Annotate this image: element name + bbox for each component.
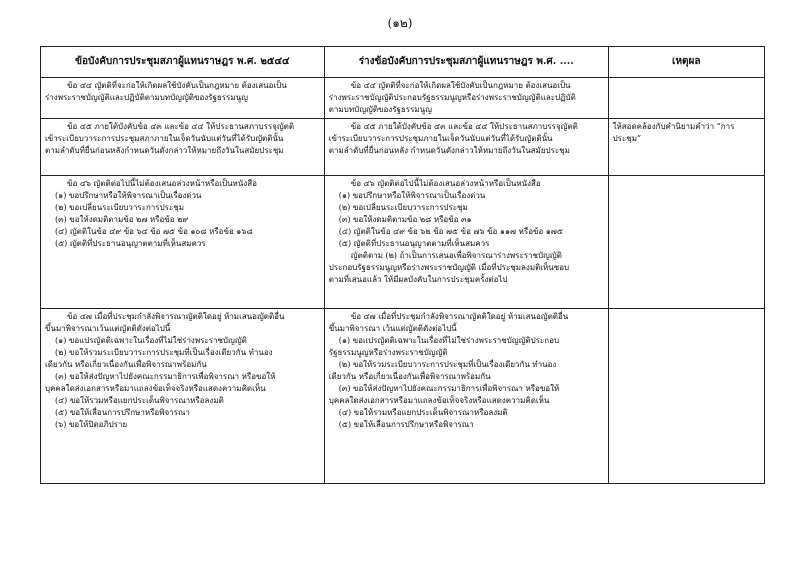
cell-text-line: (๕) ญัตติที่ประธานอนุญาตตามที่เห็นสมควร — [338, 239, 490, 248]
table-row — [41, 78, 765, 119]
cell-text-line: ให้สอดคล้องกับคำนิยามคำว่า “การ — [612, 122, 735, 131]
reason-cell — [608, 309, 764, 484]
current-text-cell — [41, 309, 325, 484]
draft-text-cell — [324, 119, 608, 176]
cell-text-line: ตามลำดับที่ยื่นก่อนหลัง กำหนดวันดังกล่าวให้หมายถึงวันในสมัยประชุม — [328, 146, 570, 155]
cell-text-line: (๔) ญัตติในข้อ ๔๙ ข้อ ๖๒ ข้อ ๗๕ ข้อ ๗๖ ข้อ ๑๑๗ หรือข้อ ๑๗๕ — [338, 227, 563, 236]
header-draft-regulation: ร่างข้อบังคับการประชุมสภาผู้แทนราษฎร พ.ศ. .... — [324, 47, 608, 78]
cell-text-line: ขึ้นมาพิจารณาเว้นแต่ญัตติดังต่อไปนี้ — [45, 324, 171, 333]
cell-text-line: ข้อ ๔๗ เมื่อที่ประชุมกำลังพิจารณาญัตติใดอยู่ ห้ามเสนอญัตติอื่น — [350, 312, 569, 321]
cell-text-line: (๖) ขอให้ปิดอภิปราย — [55, 420, 128, 429]
cell-text-line: (๓) ขอให้งดมติตามข้อ ๒๘ หรือข้อ ๓๑ — [338, 215, 472, 224]
reason-cell — [608, 176, 764, 309]
cell-text-line: (๕) ขอให้เลื่อนการปรึกษาหรือพิจารณา — [338, 420, 474, 429]
cell-text-line: ข้อ ๔๔ ญัตติที่จะก่อให้เกิดผลใช้บังคับเป็นกฎหมาย ต้องเสนอเป็น — [67, 81, 287, 90]
reason-cell — [608, 119, 764, 176]
comparison-table — [40, 46, 765, 484]
draft-text-cell — [324, 309, 608, 484]
cell-text-line: เดียวกัน หรือเกี่ยวเนื่องกันเพื่อพิจารณาพร้อมกัน — [328, 372, 491, 381]
draft-text-cell — [324, 176, 608, 309]
cell-text-line: ตามลำดับที่ยื่นก่อนหลังกำหนดวันดังกล่าวให้หมายถึงวันในสมัยประชุม — [45, 146, 284, 155]
cell-text-line: (๒) ขอให้รวมระเบียบวาระการประชุมที่เป็นเรื่องเดียวกัน ทำนอง — [55, 348, 273, 357]
cell-text-line: ข้อ ๔๔ ญัตติที่จะก่อให้เกิดผลใช้บังคับเป็นกฎหมาย ต้องเสนอเป็น — [350, 81, 571, 90]
cell-text-line: ข้อ ๔๗ เมื่อที่ประชุมกำลังพิจารณาญัตติใดอยู่ ห้ามเสนอญัตติอื่น — [67, 312, 285, 321]
cell-text-line: รัฐธรรมนูญหรือร่างพระราชบัญญัติ — [328, 348, 448, 357]
cell-text-line: (๓) ขอให้งดมติตามข้อ ๒๗ หรือข้อ ๒๙ — [55, 215, 189, 224]
cell-text-line: ข้อ ๔๕ ภายใต้บังคับข้อ ๔๓ และข้อ ๔๔ ให้ประธานสภาบรรจุญัตติ — [350, 122, 578, 131]
cell-text-line: ญัตติตาม (๒) ถ้าเป็นการเสนอเพื่อพิจารณาร่างพระราชบัญญัติ — [350, 251, 562, 260]
cell-text-line: (๑) ขอปรึกษาหรือให้พิจารณาเป็นเรื่องด่วน — [338, 191, 486, 200]
current-text-cell — [41, 176, 325, 309]
cell-text-line: (๑) ขอแปรญัตติเฉพาะในเรื่องที่ไม่ใช่ร่างพระราชบัญญัติ — [55, 336, 247, 345]
cell-text-line: ข้อ ๔๕ ภายใต้บังคับข้อ ๔๓ และข้อ ๔๔ ให้ประธานสภาบรรจุญัตติ — [67, 122, 295, 131]
header-reason: เหตุผล — [608, 47, 764, 78]
cell-text-line: ประกอบรัฐธรรมนูญหรือร่างพระราชบัญญัติ เมื่อที่ประชุมลงมติเห็นชอบ — [328, 263, 570, 272]
reason-cell — [608, 78, 764, 119]
cell-text-line: ร่างพระราชบัญญัติประกอบรัฐธรรมนูญหรือร่างพระราชบัญญัติและปฏิบัติ — [328, 93, 576, 102]
cell-text-line: (๒) ขอเปลี่ยนระเบียบวาระการประชุม — [55, 203, 184, 212]
cell-text-line: ประชุม” — [612, 134, 642, 143]
cell-text-line: เข้าระเบียบวาระการประชุมภายในเจ็ดวันนับแต่วันที่ได้รับญัตตินั้น — [328, 134, 553, 143]
cell-text-line: บุคคลใดส่งเอกสารหรือมาแถลงข้อเท็จจริงหรือแสดงความคิดเห็น — [328, 396, 550, 405]
cell-text-line: ตามบทบัญญัติของรัฐธรรมนูญ — [328, 105, 432, 114]
draft-text-cell — [324, 78, 608, 119]
table-row — [41, 119, 765, 176]
table-row — [41, 176, 765, 309]
cell-text-line: ตามที่เสนอแล้ว ให้มีผลบังคับในการประชุมครั้งต่อไป — [328, 275, 508, 284]
cell-text-line: (๒) ขอเปลี่ยนระเบียบวาระการประชุม — [338, 203, 468, 212]
cell-text-line: เข้าระเบียบวาระการประชุมสภาภายในเจ็ดวันนับแต่วันที่ได้รับญัตตินั้น — [45, 134, 284, 143]
cell-text-line: ข้อ ๔๖ ญัตติต่อไปนี้ไม่ต้องเสนอล่วงหน้าหรือเป็นหนังสือ — [350, 179, 541, 188]
cell-text-line: (๔) ขอให้รวมหรือแยกประเด็นพิจารณาหรือลงมติ — [338, 408, 508, 417]
cell-text-line: (๕) ขอให้เลื่อนการปรึกษาหรือพิจารณา — [55, 408, 190, 417]
cell-text-line: (๑) ขอปรึกษาหรือให้พิจารณาเป็นเรื่องด่วน — [55, 191, 202, 200]
cell-text-line: (๔) ขอให้รวมหรือแยกประเด็นพิจารณาหรือลงมติ — [55, 396, 224, 405]
cell-text-line: (๔) ญัตติในข้อ ๔๙ ข้อ ๖๔ ข้อ ๗๕ ข้อ ๑๐๘ หรือข้อ ๑๖๘ — [55, 227, 253, 236]
cell-text-line: บุคคลใดส่งเอกสารหรือมาแถลงข้อเท็จจริงหรือแสดงความคิดเห็น — [45, 384, 266, 393]
cell-text-line: ขึ้นมาพิจารณา เว้นแต่ญัตติดังต่อไปนี้ — [328, 324, 457, 333]
cell-text-line: (๓) ขอให้ส่งปัญหาไปยังคณะกรรมาธิการเพื่อพิจารณา หรือขอให้ — [55, 372, 276, 381]
table-header-row — [41, 47, 765, 78]
cell-text-line: (๓) ขอให้ส่งปัญหาไปยังคณะกรรมาธิการเพื่อพิจารณา หรือขอให้ — [338, 384, 560, 393]
current-text-cell — [41, 78, 325, 119]
cell-text-line: (๑) ขอแปรญัตติเฉพาะในเรื่องที่ไม่ใช่ร่างพระราชบัญญัติประกอบ — [338, 336, 560, 345]
header-current-regulation: ข้อบังคับการประชุมสภาผู้แทนราษฎร พ.ศ. ๒๕๔๔ — [41, 47, 325, 78]
cell-text-line: (๒) ขอให้รวมระเบียบวาระการประชุมที่เป็นเรื่องเดียวกัน ทำนอง — [338, 360, 557, 369]
cell-text-line: เดียวกัน หรือเกี่ยวเนื่องกันเพื่อพิจารณาพร้อมกัน — [45, 360, 207, 369]
table-row — [41, 309, 765, 484]
page-number: (๑๒) — [387, 16, 413, 30]
cell-text-line: (๕) ญัตติที่ประธานอนุญาตตามที่เห็นสมควร — [55, 239, 206, 248]
cell-text-line: ร่างพระราชบัญญัติและปฏิบัติตามบทบัญญัติของรัฐธรรมนูญ — [45, 93, 248, 102]
cell-text-line: ข้อ ๔๖ ญัตติต่อไปนี้ไม่ต้องเสนอล่วงหน้าหรือเป็นหนังสือ — [67, 179, 257, 188]
current-text-cell — [41, 119, 325, 176]
